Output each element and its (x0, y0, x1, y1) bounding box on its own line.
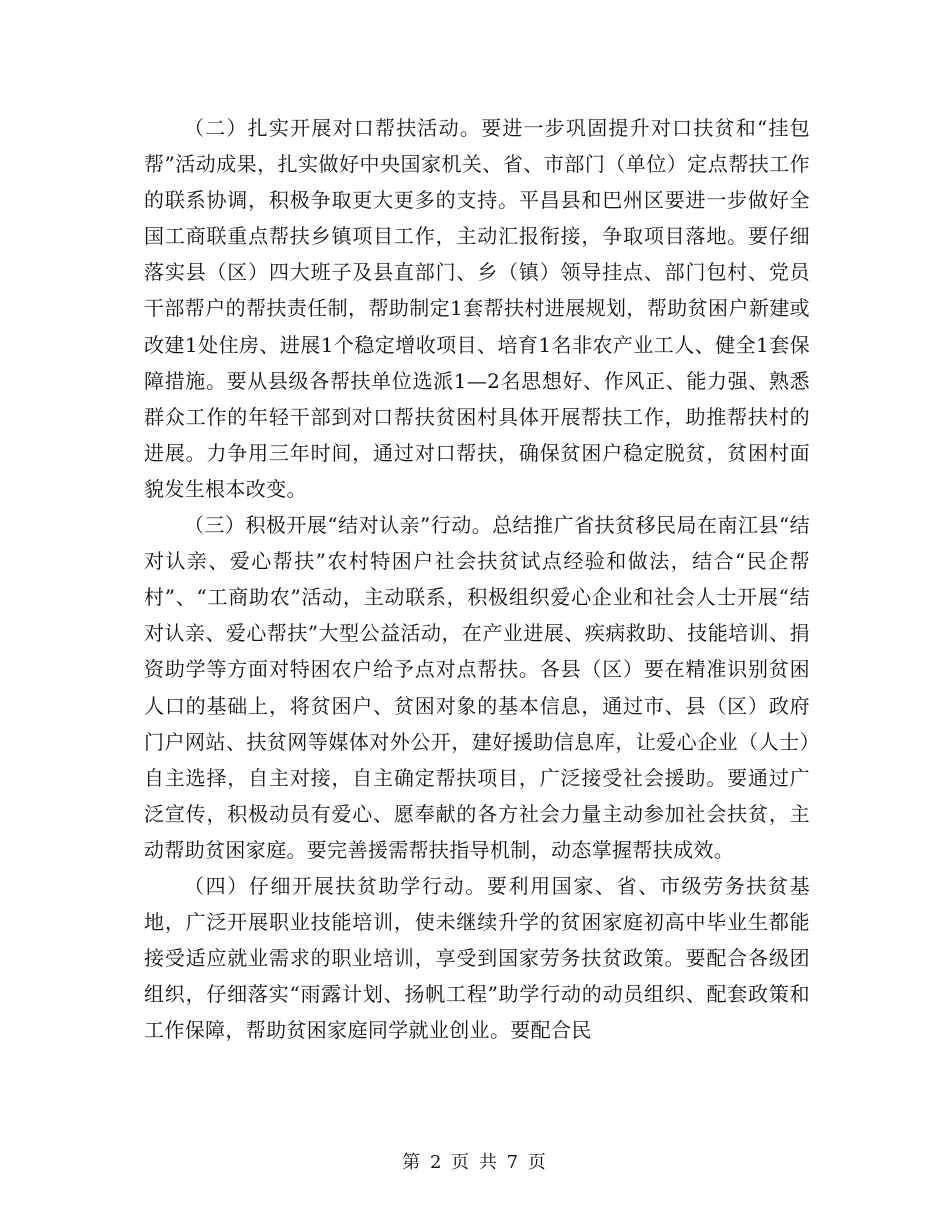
document-body (144, 110, 810, 1084)
paragraph-section-4: （四）仔细开展扶贫助学行动。要利用国家、省、市级劳务扶贫基地，广泛开展职业技能培训，使未继续升学的贫困家庭初高中毕业生都能接受适应就业需求的职业培训，享受到国家劳务扶贫政策。要配合各级团组织，仔细落实“雨露计划、扬帆工程”助学行动的动员组织、配套政策和工作保障，帮助贫困家庭同学就业创业。要配合民 (144, 873, 810, 1043)
paragraph-section-3: （三）积极开展“结对认亲”行动。总结推广省扶贫移民局在南江县“结对认亲、爱心帮扶”农村特困户社会扶贫试点经验和做法，结合“民企帮村”、“工商助农”活动，主动联系，积极组织爱心企业和社会人士开展“结对认亲、爱心帮扶”大型公益活动，在产业进展、疾病救助、技能培训、捐资助学等方面对特困农户给予点对点帮扶。各县（区）要在精准识别贫困人口的基础上，将贫困户、贫困对象的基本信息，通过市、县（区）政府门户网站、扶贫网等媒体对外公开，建好援助信息库，让爱心企业（人士）自主选择，自主对接，自主确定帮扶项目，广泛接受社会援助。要通过广泛宣传，积极动员有爱心、愿奉献的各方社会力量主动参加社会扶贫，主动帮助贫困家庭。要完善援需帮扶指导机制，动态掌握帮扶成效。 (144, 513, 810, 862)
page-footer: 第 2 页 共 7 页 (402, 1152, 548, 1173)
paragraph-section-2: （二）扎实开展对口帮扶活动。要进一步巩固提升对口扶贫和“挂包帮”活动成果，扎实做好中央国家机关、省、市部门（单位）定点帮扶工作的联系协调，积极争取更大更多的支持。平昌县和巴州区要进一步做好全国工商联重点帮扶乡镇项目工作，主动汇报衔接，争取项目落地。要仔细落实县（区）四大班子及县直部门、乡（镇）领导挂点、部门包村、党员干部帮户的帮扶责任制，帮助制定1套帮扶村进展规划，帮助贫困户新建或改建1处住房、进展1个稳定增收项目、培育1名非农产业工人、健全1套保障措施。要从县级各帮扶单位选派1—2名思想好、作风正、能力强、熟悉群众工作的年轻干部到对口帮扶贫困村具体开展帮扶工作，助推帮扶村的进展。力争用三年时间，通过对口帮扶，确保贫困户稳定脱贫，贫困村面貌发生根本改变。 (144, 116, 810, 501)
